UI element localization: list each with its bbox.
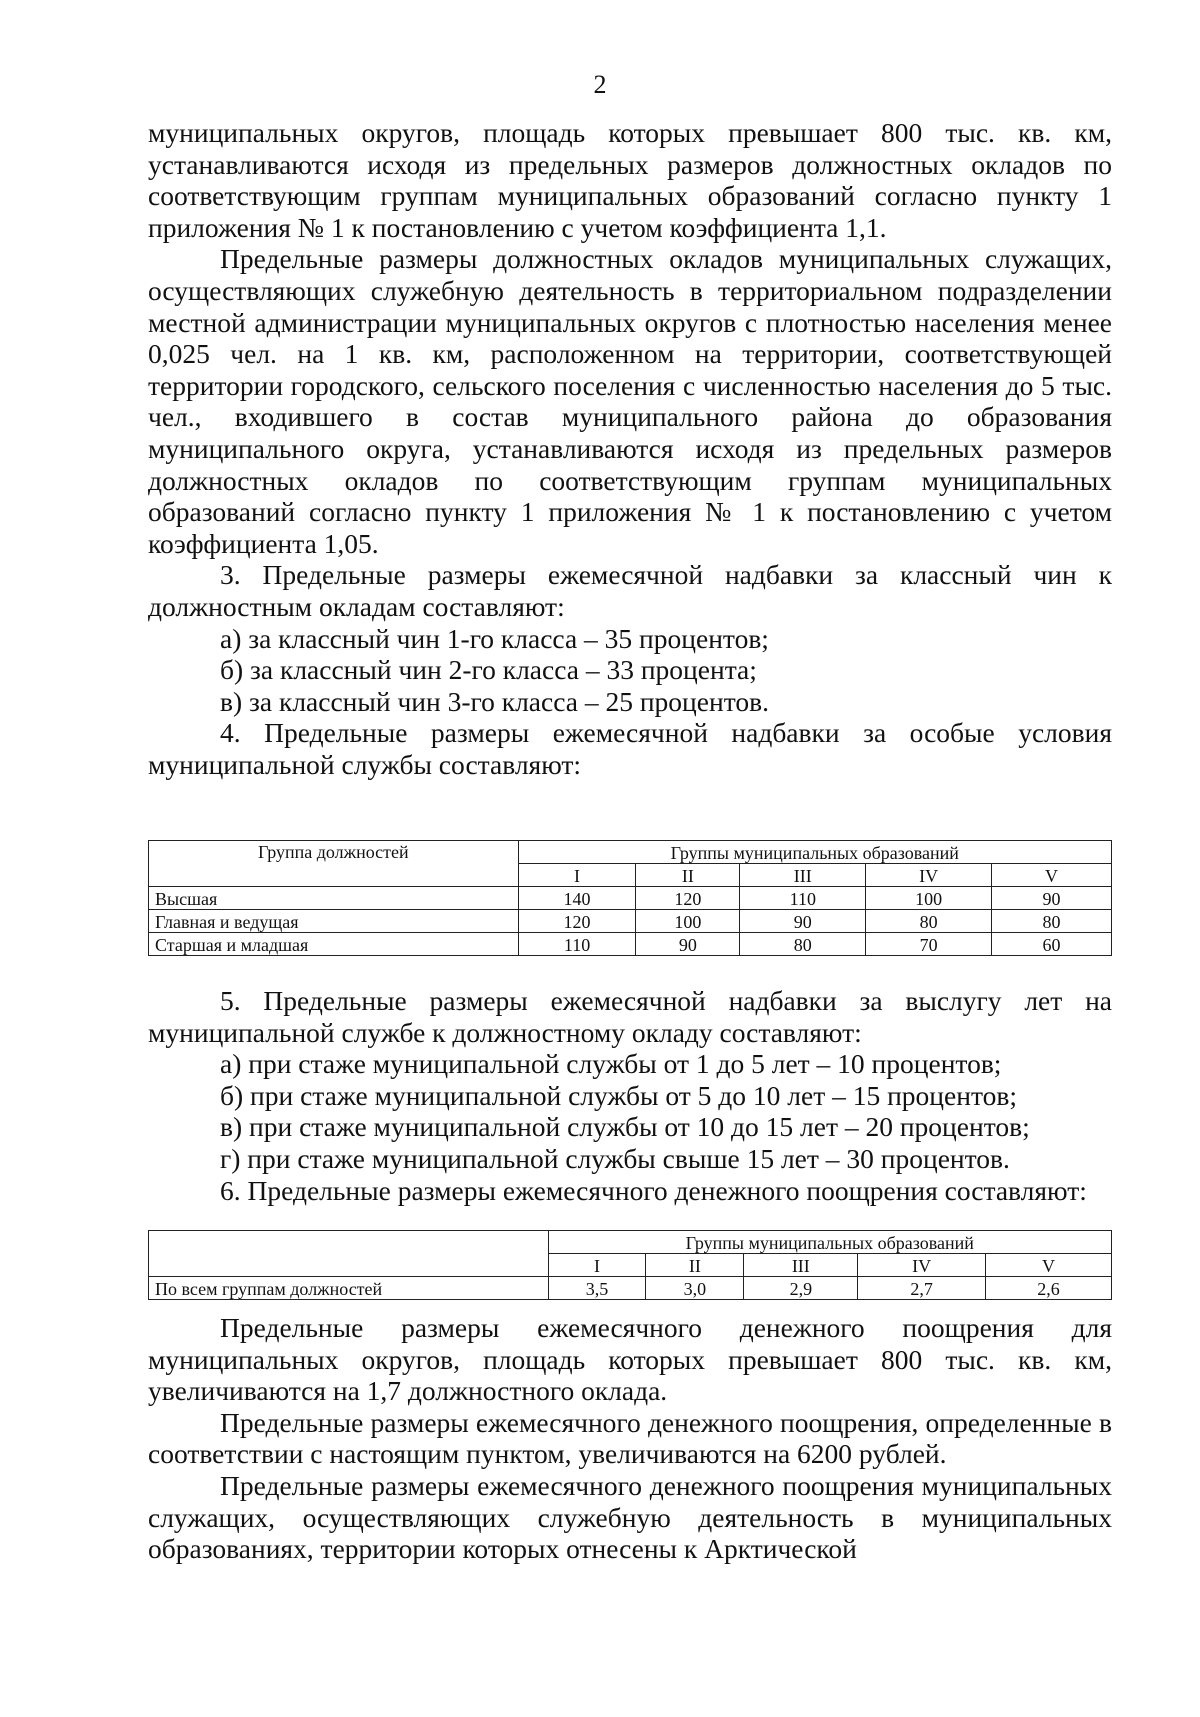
monetary-incentive-table — [148, 1230, 1112, 1300]
table-cell: 2,6 — [986, 1277, 1112, 1300]
table-header: Группы муниципальных образований — [518, 841, 1111, 864]
paragraph: муниципальных округов, площадь которых превышает 800 тыс. кв. км, устанавливаются исходя из предельных размеров должностных окладов по соответствующим группам муниципальных образований согласно пункту 1 приложения № 1 к постановлению с учетом коэффициента 1,1. — [148, 117, 1112, 243]
special-conditions-table — [148, 840, 1112, 956]
text-block-2 — [148, 985, 1112, 1206]
table-cell: 80 — [992, 910, 1112, 933]
table-cell: 120 — [518, 910, 636, 933]
table-cell: 80 — [866, 910, 992, 933]
list-item: б) при стаже муниципальной службы от 5 до 10 лет – 15 процентов; — [220, 1079, 1017, 1111]
table-cell: 80 — [740, 933, 866, 956]
paragraph: Предельные размеры ежемесячного денежного поощрения муниципальных служащих, осуществляющих служебную деятельность в муниципальных образованиях, территории которых отнесены к Арктической — [148, 1469, 1112, 1565]
list-item: в) при стаже муниципальной службы от 10 до 15 лет – 20 процентов; — [220, 1111, 1030, 1143]
paragraph: Предельные размеры ежемесячного денежного поощрения, определенные в соответствии с настоящим пунктом, увеличиваются на 6200 рублей. — [148, 1406, 1112, 1470]
paragraph-section-3: 3. Предельные размеры ежемесячной надбавки за классный чин к должностным окладам составляют: — [148, 559, 1112, 622]
table-cell: По всем группам должностей — [149, 1277, 549, 1300]
table-cell: 2,9 — [744, 1277, 858, 1300]
paragraph-section-5: 5. Предельные размеры ежемесячной надбавки за выслугу лет на муниципальной службе к должностному окладу составляют: — [148, 985, 1112, 1048]
table-header: Группы муниципальных образований — [548, 1231, 1111, 1254]
page-number: 2 — [593, 70, 607, 99]
list-item: г) при стаже муниципальной службы свыше 15 лет – 30 процентов. — [220, 1142, 1010, 1174]
table-cell: 100 — [866, 887, 992, 910]
table-row — [149, 887, 1112, 910]
list-item: в) за классный чин 3-го класса – 25 процентов. — [220, 685, 769, 717]
table-header-cell: III — [740, 864, 866, 887]
paragraph: Предельные размеры должностных окладов муниципальных служащих, осуществляющих служебную деятельность в территориальном подразделении местной администрации муниципальных округов с плотностью населения менее 0,025 чел. на 1 кв. км, расположенном на территории, соответствующей территории городского, сельского поселения с численностью населения до 5 тыс. чел., входившего в состав муниципального района до образования муниципального округа, устанавливаются исходя из предельных размеров должностных окладов по соответствующим группам муниципальных образований согласно пункту 1 приложения № 1 к постановлению с учетом коэффициента 1,05. — [148, 243, 1112, 559]
table-cell: 90 — [740, 910, 866, 933]
table-cell: 120 — [636, 887, 740, 910]
table-cell: 70 — [866, 933, 992, 956]
table-cell: Старшая и младшая — [149, 933, 519, 956]
table-row — [149, 910, 1112, 933]
table-cell: 100 — [636, 910, 740, 933]
paragraph: Предельные размеры ежемесячного денежного поощрения для муниципальных округов, площадь которых превышает 800 тыс. кв. км, увеличиваются на 1,7 должностного оклада. — [148, 1312, 1112, 1407]
table-cell: 2,7 — [858, 1277, 986, 1300]
table-cell: 90 — [992, 887, 1112, 910]
table-header-cell: II — [646, 1254, 744, 1277]
table-header-empty — [149, 1231, 549, 1277]
table-header: Группа должностей — [149, 841, 519, 887]
table-cell: Главная и ведущая — [149, 910, 519, 933]
table-cell: 3,5 — [548, 1277, 646, 1300]
table-cell: Высшая — [149, 887, 519, 910]
list-item: а) за классный чин 1-го класса – 35 процентов; — [220, 622, 769, 654]
paragraph-section-4: 4. Предельные размеры ежемесячной надбавки за особые условия муниципальной службы составляют: — [148, 717, 1112, 780]
table-cell: 110 — [518, 933, 636, 956]
table-header-cell: III — [744, 1254, 858, 1277]
text-block-1 — [148, 117, 1112, 780]
table-header-cell: IV — [866, 864, 992, 887]
table-cell: 90 — [636, 933, 740, 956]
table-cell: 3,0 — [646, 1277, 744, 1300]
table-cell: 140 — [518, 887, 636, 910]
table-header-cell: V — [992, 864, 1112, 887]
list-item: б) за классный чин 2-го класса – 33 процента; — [220, 654, 757, 686]
table-header-cell: II — [636, 864, 740, 887]
table-cell: 110 — [740, 887, 866, 910]
paragraph-section-6: 6. Предельные размеры ежемесячного денежного поощрения составляют: — [220, 1174, 1087, 1206]
list-item: а) при стаже муниципальной службы от 1 до 5 лет – 10 процентов; — [220, 1048, 1002, 1080]
table-header-cell: V — [986, 1254, 1112, 1277]
table-header-cell: I — [518, 864, 636, 887]
table-row — [149, 933, 1112, 956]
table-row — [149, 1277, 1112, 1300]
table-cell: 60 — [992, 933, 1112, 956]
text-block-3 — [148, 1312, 1112, 1565]
table-header-cell: IV — [858, 1254, 986, 1277]
table-header-cell: I — [548, 1254, 646, 1277]
